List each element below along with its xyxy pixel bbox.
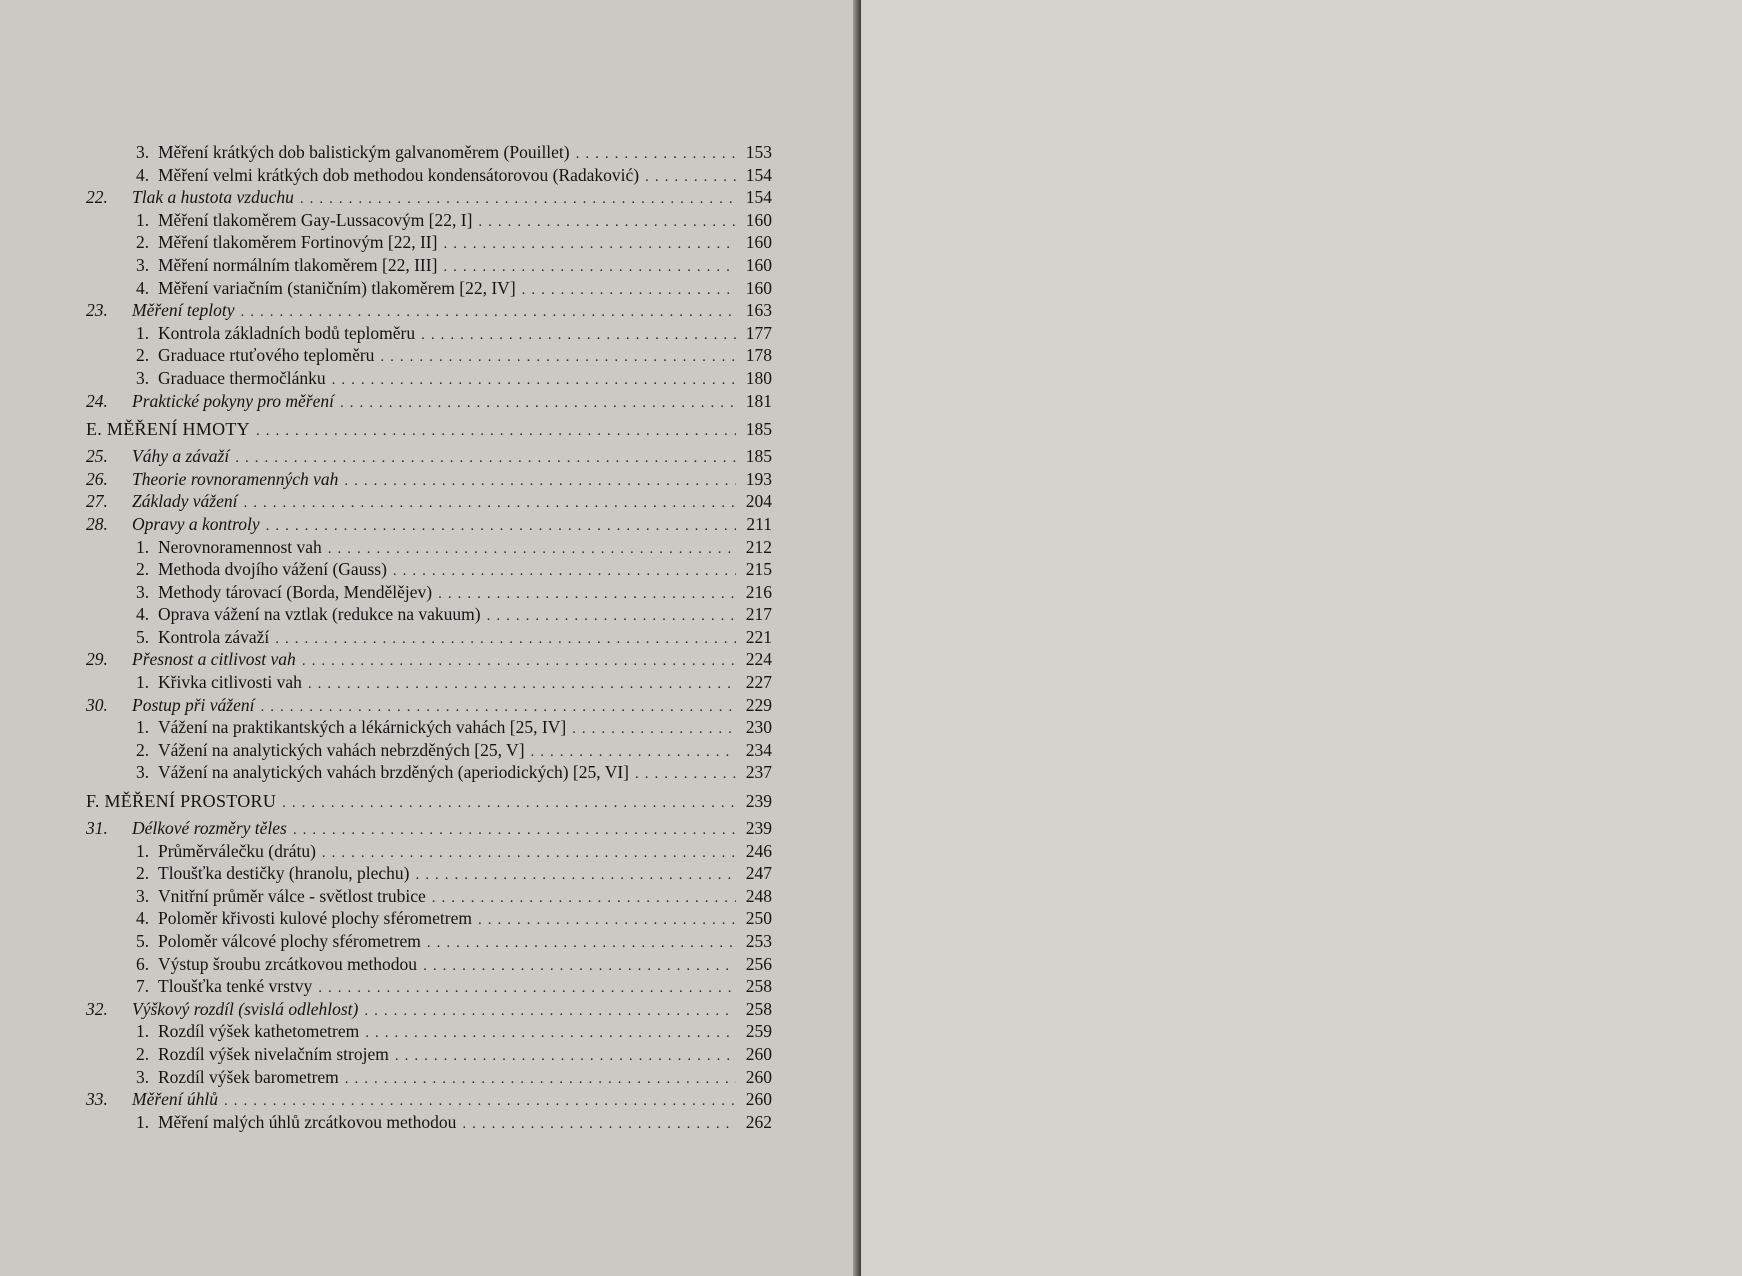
toc-page-number: 153 [745, 142, 772, 162]
toc-page-number: 193 [745, 468, 772, 489]
toc-dot-leader [572, 718, 736, 741]
toc-page-number: 260 [745, 1043, 772, 1064]
toc-entry-title: Přesnost a citlivost vah [132, 649, 296, 670]
toc-page-number: 185 [745, 446, 772, 467]
toc-dot-leader [462, 1113, 736, 1136]
toc-entry-title: Methoda dvojího vážení (Gauss) [158, 559, 387, 580]
toc-list-left [86, 141, 772, 1133]
toc-dot-leader [421, 324, 736, 347]
toc-dot-leader [423, 955, 736, 978]
toc-entry-title: Rozdíl výšek nivelačním strojem [158, 1043, 389, 1064]
toc-entry-number: 28. [86, 513, 108, 534]
toc-entry-number: 4. [136, 277, 150, 298]
toc-entry [86, 975, 772, 998]
toc-dot-leader [235, 447, 736, 470]
toc-dot-leader [380, 346, 736, 369]
toc-dot-leader [395, 1045, 736, 1068]
toc-entry [86, 141, 772, 164]
toc-entry [86, 344, 772, 367]
toc-entry-number: 6. [136, 953, 150, 974]
toc-page-number: 259 [745, 1021, 772, 1042]
toc-entry [86, 603, 772, 626]
toc-entry-number: 3. [136, 142, 150, 162]
toc-entry [86, 739, 772, 762]
toc-dot-leader [531, 741, 736, 764]
toc-dot-leader [344, 470, 736, 493]
toc-page-number: 204 [745, 491, 772, 512]
toc-dot-leader [266, 515, 736, 538]
toc-entry [86, 1088, 772, 1111]
toc-entry-number: 4. [136, 164, 150, 185]
toc-dot-leader [282, 792, 736, 815]
toc-entry-number: 1. [136, 717, 150, 738]
toc-page-number: 250 [745, 908, 772, 929]
toc-dot-leader [308, 673, 736, 696]
toc-page-number: 248 [745, 885, 772, 906]
toc-page-number: 234 [745, 739, 772, 760]
toc-page-number: 224 [745, 649, 772, 670]
toc-entry [86, 626, 772, 649]
toc-entry-number: 5. [136, 931, 150, 951]
toc-dot-leader [635, 763, 736, 786]
toc-entry-title: Kontrola základních bodů teploměru [158, 322, 416, 343]
toc-dot-leader [345, 1068, 736, 1091]
toc-entry [86, 367, 772, 390]
toc-entry-number: 3. [136, 367, 150, 388]
toc-entry [86, 862, 772, 885]
toc-entry-number: 2. [136, 232, 150, 253]
toc-page-number: 160 [745, 277, 772, 298]
toc-entry-number: 1. [136, 322, 150, 343]
toc-dot-leader [300, 188, 736, 211]
toc-dot-leader [275, 628, 736, 651]
toc-entry-number: 3. [136, 581, 150, 602]
toc-entry [86, 418, 772, 445]
toc-dot-leader [318, 977, 736, 1000]
toc-entry-title: Praktické pokyny pro měření [132, 390, 334, 411]
toc-entry [86, 694, 772, 717]
toc-entry-title: Základy vážení [132, 491, 238, 512]
toc-entry-title: Váhy a závaží [132, 446, 230, 467]
toc-entry-number: 4. [136, 908, 150, 929]
toc-dot-leader [393, 560, 736, 583]
toc-dot-leader [302, 650, 736, 673]
toc-page-number: 160 [745, 254, 772, 275]
toc-entry-title: Měření variačním (staničním) tlakoměrem [22, IV] [158, 277, 516, 298]
toc-entry [86, 209, 772, 232]
toc-entry-title: Měření normálním tlakoměrem [22, III] [158, 254, 438, 275]
toc-page-number: 247 [745, 863, 772, 884]
toc-page-number: 227 [745, 672, 772, 693]
toc-page-number: 216 [745, 581, 772, 602]
toc-entry-number: 3. [136, 1066, 150, 1087]
toc-entry [86, 790, 772, 817]
toc-entry-number: 2. [136, 863, 150, 884]
toc-entry-number: 27. [86, 491, 108, 512]
toc-entry [86, 536, 772, 559]
toc-entry [86, 164, 772, 187]
toc-entry-number: 25. [86, 446, 108, 467]
toc-entry-title: Methody tárovací (Borda, Mendělějev) [158, 581, 433, 602]
toc-entry [86, 322, 772, 345]
toc-entry [86, 761, 772, 784]
toc-dot-leader [243, 492, 736, 515]
toc-entry-title: Poloměr křivosti kulové plochy sférometrem [158, 908, 472, 929]
toc-entry-number: 1. [136, 672, 150, 693]
toc-entry-number: 30. [86, 694, 108, 715]
toc-entry [86, 490, 772, 513]
toc-entry-number: 2. [136, 739, 150, 760]
toc-entry [86, 468, 772, 491]
toc-page-number: 154 [745, 187, 772, 208]
toc-dot-leader [443, 256, 736, 279]
toc-dot-leader [438, 583, 736, 606]
toc-dot-leader [576, 143, 736, 166]
toc-entry-title: Měření tlakoměrem Fortinovým [22, II] [158, 232, 438, 253]
toc-page-number: 177 [745, 322, 772, 343]
toc-dot-leader [432, 887, 736, 910]
toc-entry-title: Theorie rovnoramenných vah [132, 468, 339, 489]
right-page [861, 0, 1742, 1276]
toc-entry [86, 840, 772, 863]
toc-entry-number: 7. [136, 976, 150, 997]
toc-page-number: 160 [745, 232, 772, 253]
toc-entry-title: Výškový rozdíl (svislá odlehlost) [132, 998, 359, 1019]
toc-entry-title: Průměrválečku (drátu) [158, 840, 316, 861]
toc-entry [86, 558, 772, 581]
toc-entry-title: F. MĚŘENÍ PROSTORU [86, 791, 277, 812]
toc-page-number: 221 [745, 626, 772, 647]
toc-entry-number: 2. [136, 559, 150, 580]
toc-entry-title: Vážení na praktikantských a lékárnických vahách [25, IV] [158, 717, 567, 738]
toc-dot-leader [365, 1022, 736, 1045]
toc-entry-title: Graduace rtuťového teploměru [158, 345, 375, 366]
toc-dot-leader [487, 605, 736, 628]
toc-entry [86, 907, 772, 930]
toc-dot-leader [522, 279, 736, 302]
toc-entry-title: Měření malých úhlů zrcátkovou methodou [158, 1111, 457, 1132]
toc-entry-number: 33. [86, 1089, 108, 1110]
toc-entry [86, 1066, 772, 1089]
toc-page-number: 215 [745, 559, 772, 580]
toc-entry [86, 186, 772, 209]
toc-page-number: 253 [745, 931, 772, 951]
toc-entry-number: 1. [136, 209, 150, 230]
toc-entry [86, 671, 772, 694]
toc-entry [86, 817, 772, 840]
toc-entry-number: 22. [86, 187, 108, 208]
toc-dot-leader [322, 842, 736, 865]
toc-page-number: 256 [745, 953, 772, 974]
toc-entry [86, 390, 772, 413]
toc-dot-leader [328, 538, 736, 561]
toc-page-number: 260 [745, 1089, 772, 1110]
toc-page-number: 258 [745, 998, 772, 1019]
toc-entry-title: Měření tlakoměrem Gay-Lussacovým [22, I] [158, 209, 473, 230]
toc-dot-leader [415, 864, 736, 887]
toc-entry [86, 1111, 772, 1134]
toc-entry-title: Vážení na analytických vahách nebrzděných [25, V] [158, 739, 525, 760]
toc-page-number: 180 [745, 367, 772, 388]
toc-entry-number: 1. [136, 1111, 150, 1132]
toc-entry-title: Měření velmi krátkých dob methodou kondensátorovou (Radaković) [158, 164, 640, 185]
toc-entry-number: 5. [136, 626, 150, 647]
toc-dot-leader [261, 696, 737, 719]
toc-entry-number: 3. [136, 254, 150, 275]
toc-page-number: 181 [745, 390, 772, 411]
toc-dot-leader [293, 819, 736, 842]
toc-entry-title: Měření teploty [132, 300, 235, 321]
toc-entry [86, 716, 772, 739]
toc-page-number: 230 [745, 717, 772, 738]
toc-page-number: 185 [745, 419, 772, 440]
toc-entry-title: E. MĚŘENÍ HMOTY [86, 419, 250, 440]
toc-entry [86, 277, 772, 300]
toc-entry [86, 1043, 772, 1066]
toc-dot-leader [340, 392, 736, 415]
toc-entry-title: Oprava vážení na vztlak (redukce na vakuum) [158, 604, 481, 625]
toc-entry-number: 29. [86, 649, 108, 670]
toc-page-number: 163 [745, 300, 772, 321]
toc-entry [86, 513, 772, 536]
toc-entry-number: 1. [136, 536, 150, 557]
toc-entry [86, 953, 772, 976]
toc-page-number: 260 [745, 1066, 772, 1087]
left-page [0, 0, 861, 1276]
toc-entry-number: 23. [86, 300, 108, 321]
toc-entry-title: Křivka citlivosti vah [158, 672, 302, 693]
toc-entry-title: Délkové rozměry těles [132, 818, 287, 839]
toc-page-number: 246 [745, 840, 772, 861]
toc-page-number: 154 [745, 164, 772, 185]
toc-entry-title: Měření úhlů [132, 1089, 219, 1110]
toc-entry-number: 4. [136, 604, 150, 625]
toc-entry-number: 24. [86, 390, 108, 411]
toc-page-number: 229 [745, 694, 772, 715]
toc-entry-title: Tloušťka destičky (hranolu, plechu) [158, 863, 410, 884]
toc-entry-title: Vážení na analytických vahách brzděných (aperiodických) [25, VI] [158, 762, 629, 783]
toc-page-number: 258 [745, 976, 772, 997]
toc-entry-number: 1. [136, 840, 150, 861]
toc-entry-number: 3. [136, 885, 150, 906]
toc-entry-title: Vnitřní průměr válce - světlost trubice [158, 885, 426, 906]
toc-page-number: 211 [746, 513, 772, 534]
toc-entry [86, 299, 772, 322]
toc-dot-leader [645, 166, 736, 189]
toc-entry [86, 930, 772, 953]
toc-entry [86, 445, 772, 468]
toc-page-number: 262 [745, 1111, 772, 1132]
toc-dot-leader [478, 211, 736, 234]
toc-entry [86, 581, 772, 604]
toc-entry [86, 231, 772, 254]
toc-dot-leader [478, 909, 736, 932]
toc-entry-number: 31. [86, 818, 108, 839]
toc-page-number: 217 [745, 604, 772, 625]
toc-dot-leader [241, 301, 736, 324]
toc-entry-title: Výstup šroubu zrcátkovou methodou [158, 953, 418, 974]
toc-entry-title: Tloušťka tenké vrstvy [158, 976, 313, 997]
toc-page-number: 237 [745, 762, 772, 783]
toc-dot-leader [332, 369, 736, 392]
toc-page-number: 212 [745, 536, 772, 557]
toc-entry-number: 26. [86, 468, 108, 489]
toc-dot-leader [224, 1090, 736, 1113]
toc-entry-number: 2. [136, 345, 150, 366]
toc-entry-number: 32. [86, 998, 108, 1019]
toc-entry-title: Postup při vážení [132, 694, 255, 715]
toc-page-number: 160 [745, 209, 772, 230]
toc-entry-number: 2. [136, 1043, 150, 1064]
toc-entry-title: Graduace thermočlánku [158, 367, 326, 388]
toc-entry [86, 885, 772, 908]
toc-entry [86, 254, 772, 277]
toc-entry-number: 3. [136, 762, 150, 783]
toc-entry-title: Nerovnoramennost vah [158, 536, 322, 557]
toc-entry-title: Poloměr válcové plochy sférometrem [158, 931, 421, 951]
toc-entry-title: Rozdíl výšek kathetometrem [158, 1021, 360, 1042]
toc-dot-leader [443, 233, 736, 256]
toc-entry [86, 1020, 772, 1043]
toc-page-number: 178 [745, 345, 772, 366]
toc-entry-title: Opravy a kontroly [132, 513, 260, 534]
toc-entry-number: 1. [136, 1021, 150, 1042]
toc-dot-leader [364, 1000, 736, 1023]
toc-entry-title: Měření krátkých dob balistickým galvanoměrem (Pouillet) [158, 142, 570, 162]
toc-page-number: 239 [745, 791, 772, 812]
toc-entry-title: Rozdíl výšek barometrem [158, 1066, 339, 1087]
toc-dot-leader [427, 932, 736, 955]
toc-entry-title: Kontrola závaží [158, 626, 270, 647]
toc-entry [86, 998, 772, 1021]
toc-entry-title: Tlak a hustota vzduchu [132, 187, 294, 208]
toc-page-number: 239 [745, 818, 772, 839]
toc-entry [86, 648, 772, 671]
toc-dot-leader [256, 420, 736, 443]
